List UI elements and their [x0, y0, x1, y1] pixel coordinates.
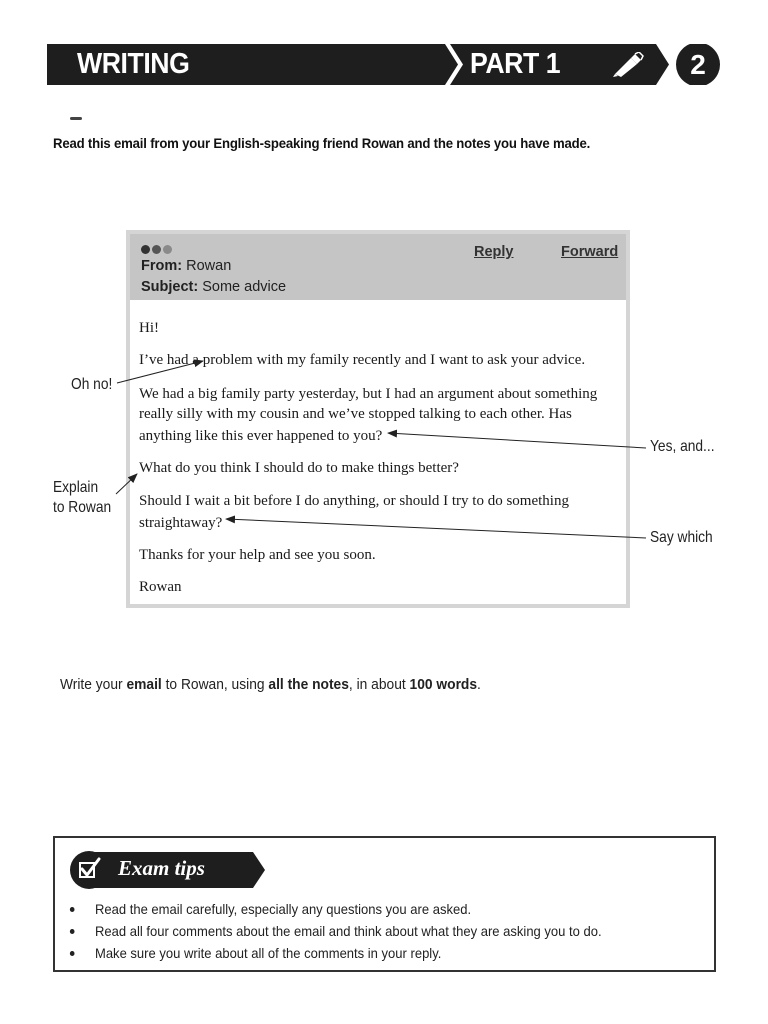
reply-link[interactable]: Reply — [474, 244, 514, 260]
email-line: I’ve had a problem with my family recently and I want to ask your advice. — [139, 352, 586, 368]
arrow-oh-no — [117, 361, 203, 383]
task-text: to Rowan, using — [161, 676, 269, 693]
task-text: Write your — [60, 676, 127, 693]
subject-label: Subject: — [141, 279, 199, 295]
note-explain-line2: to Rowan — [53, 499, 112, 516]
subject-value: Some advice — [202, 279, 287, 295]
email-line: straightaway? — [139, 515, 223, 531]
part-title: PART 1 — [470, 48, 561, 80]
arrow-say-which — [226, 519, 646, 538]
note-oh-no: Oh no! — [71, 376, 113, 393]
task-text: . — [477, 676, 481, 693]
tips-list — [68, 898, 642, 964]
forward-link[interactable]: Forward — [561, 244, 619, 260]
email-line: Thanks for your help and see you soon. — [139, 547, 376, 563]
exam-tips-box — [53, 836, 716, 972]
tip-item: Make sure you write about all of the comments in your reply. — [68, 942, 602, 964]
tips-title: Exam tips — [118, 856, 205, 880]
email-line: What do you think I should do to make things better? — [139, 460, 459, 476]
email-signoff: Rowan — [139, 579, 182, 595]
email-greeting: Hi! — [139, 320, 159, 336]
email-line: anything like this ever happened to you? — [139, 428, 383, 444]
email-line: Should I wait a bit before I do anything, or should I try to do something — [139, 493, 569, 509]
task-emphasis: email — [126, 676, 162, 693]
email-line: really silly with my cousin and we’ve stopped talking to each other. Has — [139, 406, 572, 422]
task-instruction — [60, 676, 481, 693]
from-label: From: — [141, 258, 183, 274]
arrow-explain — [116, 474, 137, 494]
part-number: 2 — [690, 49, 706, 80]
note-explain-line1: Explain — [53, 479, 99, 496]
section-title: WRITING — [77, 48, 190, 80]
tip-item: Read the email carefully, especially any questions you are asked. — [68, 898, 602, 920]
email-line: We had a big family party yesterday, but I had an argument about something — [139, 386, 598, 402]
task-emphasis: all the notes — [268, 676, 349, 693]
note-yes-and: Yes, and... — [650, 438, 715, 455]
tip-item: Read all four comments about the email and think about what they are asking you to do. — [68, 920, 602, 942]
task-emphasis: 100 words — [409, 676, 478, 693]
instruction-text: Read this email from your English-speaking friend Rowan and the notes you have made. — [53, 135, 591, 151]
arrow-yes-and — [388, 433, 646, 448]
note-say-which: Say which — [650, 529, 713, 546]
task-text: , in about — [348, 676, 410, 693]
from-value: Rowan — [186, 258, 232, 274]
